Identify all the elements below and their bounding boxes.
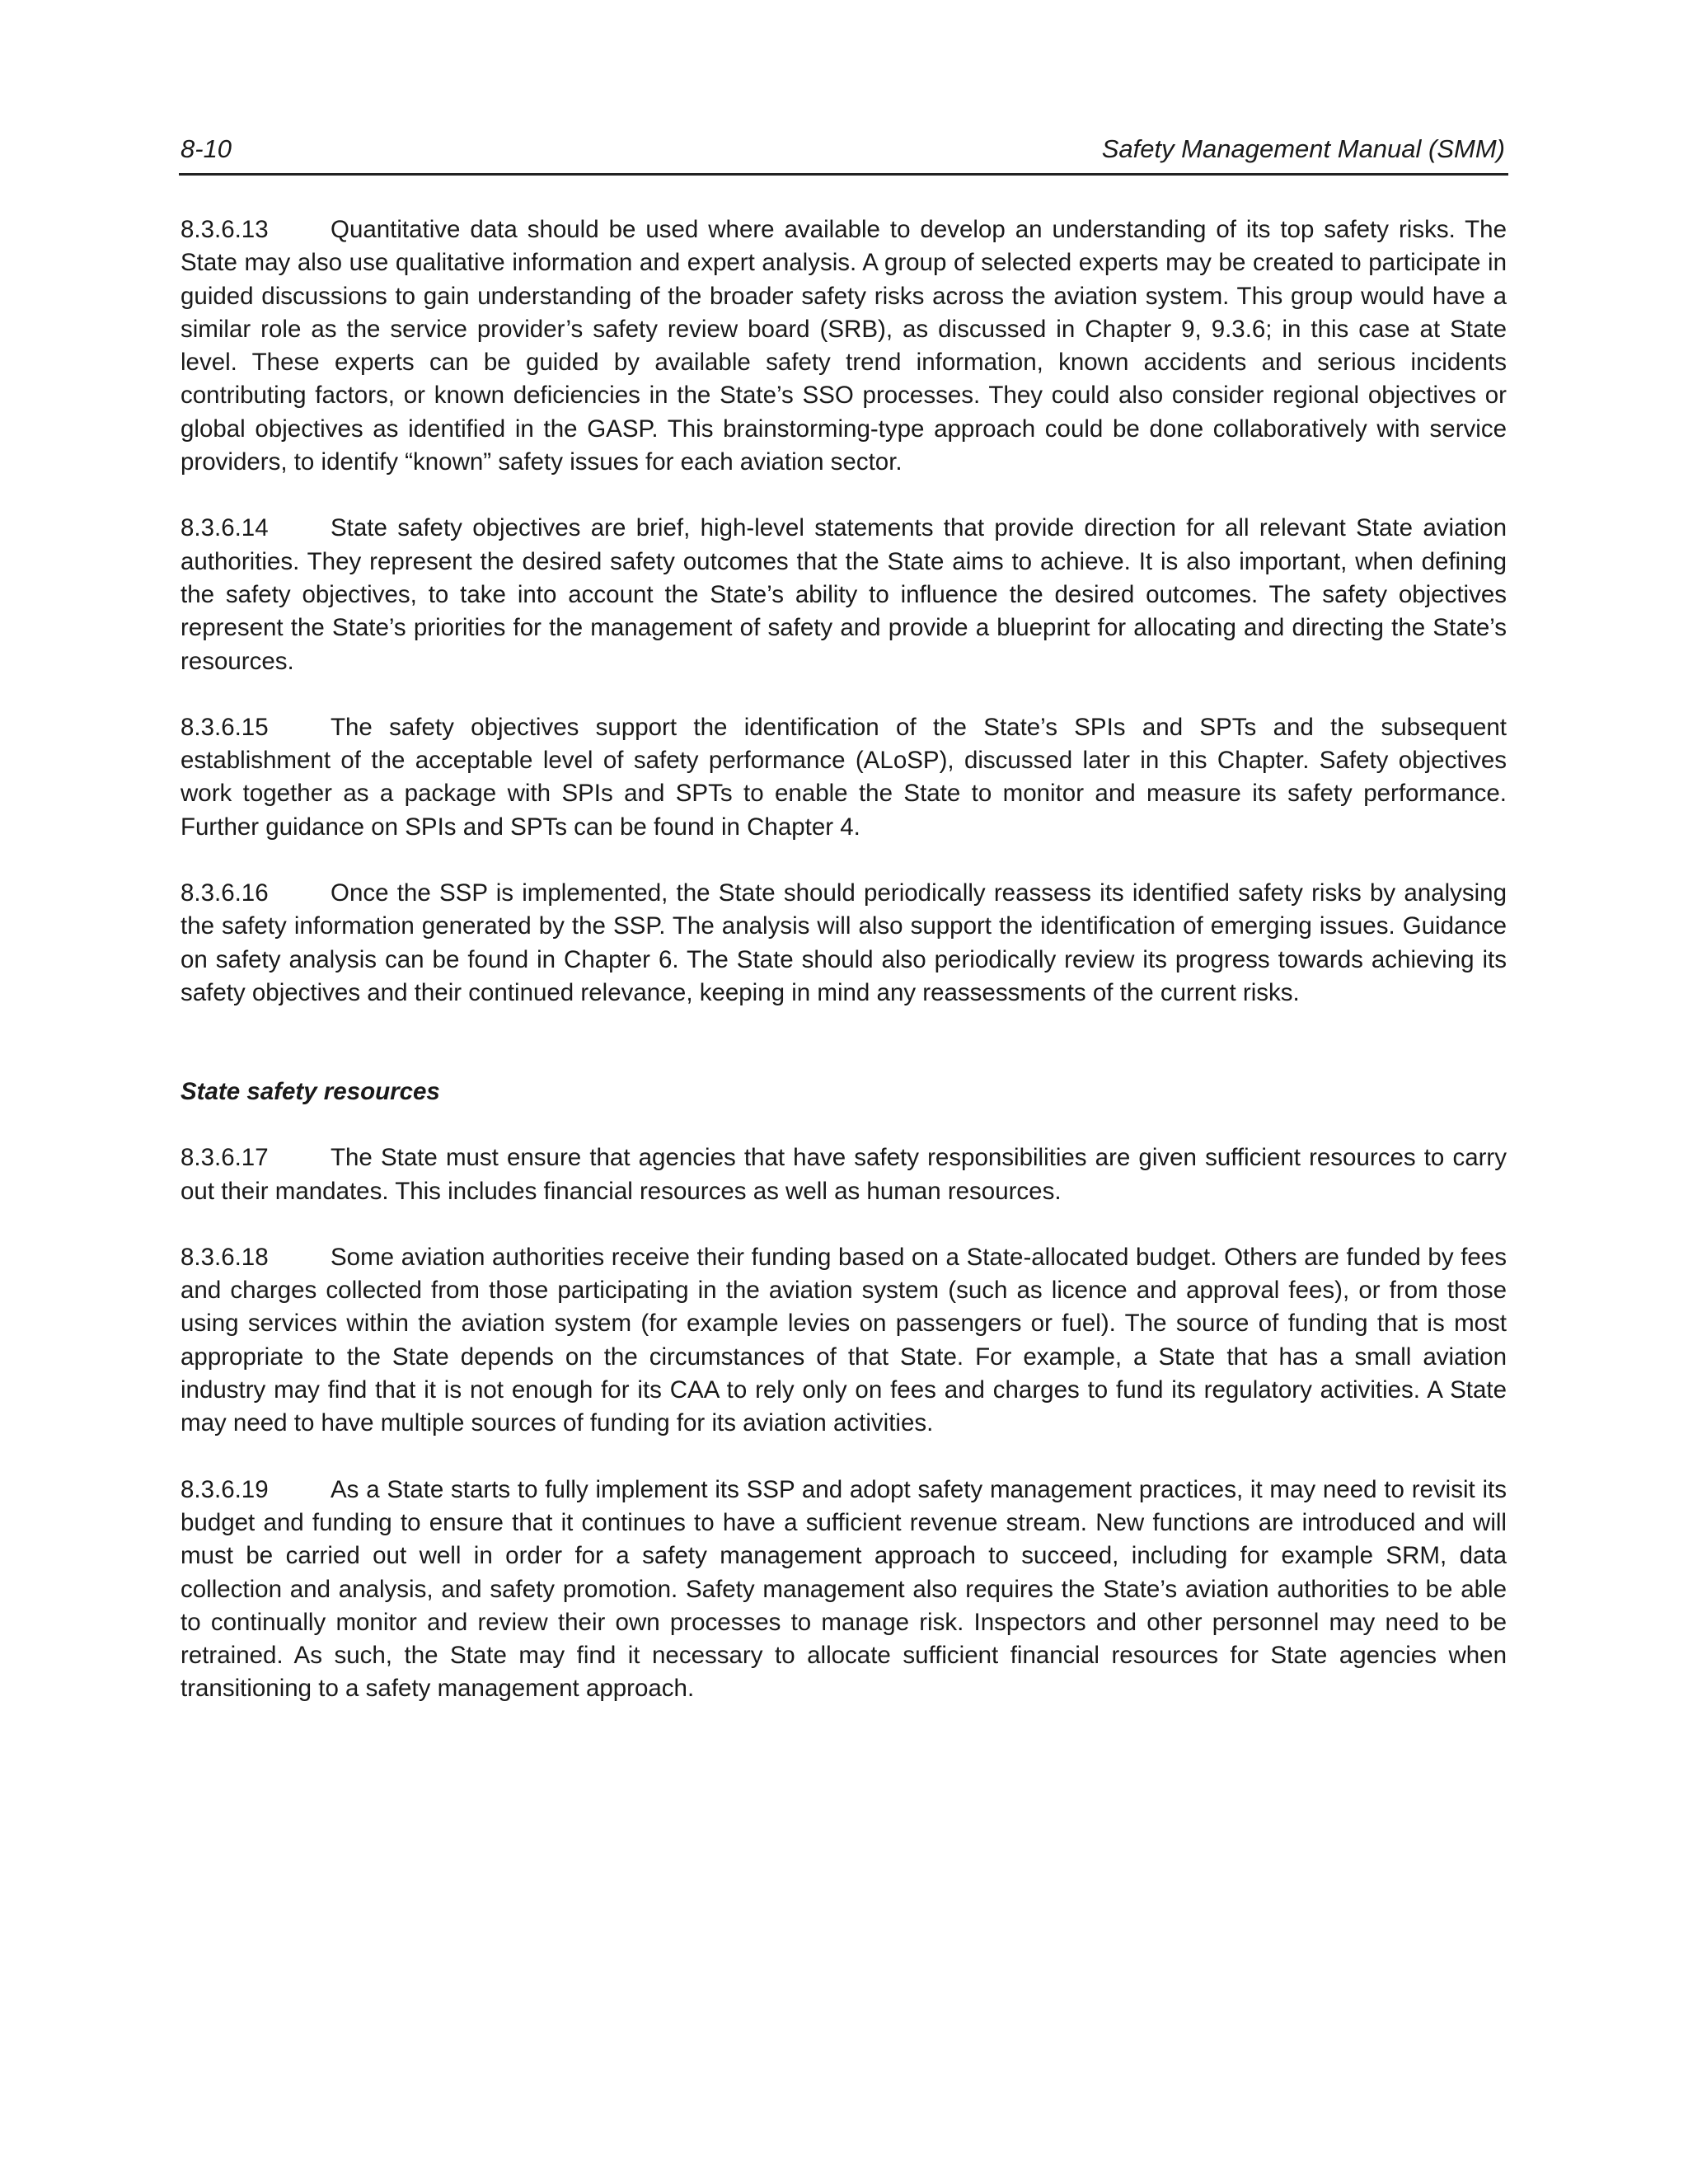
paragraph-text: The State must ensure that agencies that have safety responsibilities are given sufficient resources to carry out their mandates. This includes financial resources as well as human resources. [181, 1144, 1507, 1205]
paragraph-number: 8.3.6.19 [181, 1475, 269, 1503]
paragraph-8-3-6-15 [181, 711, 1507, 844]
page-body [181, 213, 1507, 1739]
paragraph-text: The safety objectives support the identification of the State’s SPIs and SPTs and the subsequent establishment of the acceptable level of safety performance (ALoSP), discussed later in this Chapter. Safety objectives work together as a package with SPIs and SPTs to enable the State to monitor and measure its safety performance. Further guidance on SPIs and SPTs can be found in Chapter 4. [181, 713, 1507, 841]
paragraph-8-3-6-13 [181, 213, 1507, 479]
section-heading: State safety resources [181, 1078, 440, 1106]
paragraph-8-3-6-16 [181, 877, 1507, 1010]
paragraph-8-3-6-18 [181, 1241, 1507, 1441]
paragraph-text: Some aviation authorities receive their funding based on a State-allocated budget. Others are funded by fees and charges collected from those participating in the aviation system (such as licence and approval fees), or from those using services within the aviation system (for example levies on passengers or fuel). The source of funding that is most appropriate to the State depends on the circumstances of that State. For example, a State that has a small aviation industry may find that it is not enough for its CAA to rely only on fees and charges to fund its regulatory activities. A State may need to have multiple sources of funding for its aviation activities. [181, 1243, 1507, 1437]
paragraph-number: 8.3.6.18 [181, 1243, 269, 1271]
page-number: 8-10 [181, 134, 232, 163]
paragraph-8-3-6-19 [181, 1474, 1507, 1706]
paragraph-number: 8.3.6.13 [181, 216, 269, 243]
paragraph-text: As a State starts to fully implement its SSP and adopt safety management practices, it may need to revisit its budget and funding to ensure that it continues to have a sufficient revenue stream. New functions are introduced and will must be carried out well in order for a safety management approach to succeed, including for example SRM, data collection and analysis, and safety promotion. Safety management also requires the State’s aviation authorities to be able to continually monitor and review their own processes to manage risk. Inspectors and other personnel may need to be retrained. As such, the State may find it necessary to allocate sufficient financial resources for State agencies when transitioning to a safety management approach. [181, 1475, 1507, 1703]
paragraph-text: Quantitative data should be used where available to develop an understanding of its top safety risks. The State may also use qualitative information and expert analysis. A group of selected experts may be created to participate in guided discussions to gain understanding of the broader safety risks across the aviation system. This group would have a similar role as the service provider’s safety review board (SRB), as discussed in Chapter 9, 9.3.6; in this case at State level. These experts can be guided by available safety trend information, known accidents and serious incidents contributing factors, or known deficiencies in the State’s SSO processes. They could also consider regional objectives or global objectives as identified in the GASP. This brainstorming-type approach could be done collaboratively with service providers, to identify “known” safety issues for each aviation sector. [181, 216, 1507, 476]
document-page [179, 0, 1508, 2184]
paragraph-8-3-6-17 [181, 1141, 1507, 1208]
paragraph-number: 8.3.6.16 [181, 879, 269, 907]
paragraph-text: State safety objectives are brief, high-level statements that provide direction for all relevant State aviation authorities. They represent the desired safety outcomes that the State aims to achieve. It is also important, when defining the safety objectives, to take into account the State’s ability to influence the desired outcomes. The safety objectives represent the State’s priorities for the management of safety and provide a blueprint for allocating and directing the State’s resources. [181, 514, 1507, 675]
paragraph-8-3-6-14 [181, 512, 1507, 677]
document-title: Safety Management Manual (SMM) [1101, 134, 1505, 163]
paragraph-number: 8.3.6.17 [181, 1144, 269, 1172]
paragraph-number: 8.3.6.14 [181, 514, 269, 542]
page-header [179, 130, 1508, 176]
paragraph-text: Once the SSP is implemented, the State should periodically reassess its identified safety risks by analysing the safety information generated by the SSP. The analysis will also support the identification of emerging issues. Guidance on safety analysis can be found in Chapter 6. The State should also periodically review its progress towards achieving its safety objectives and their continued relevance, keeping in mind any reassessments of the current risks. [181, 879, 1507, 1006]
paragraph-number: 8.3.6.15 [181, 713, 269, 741]
